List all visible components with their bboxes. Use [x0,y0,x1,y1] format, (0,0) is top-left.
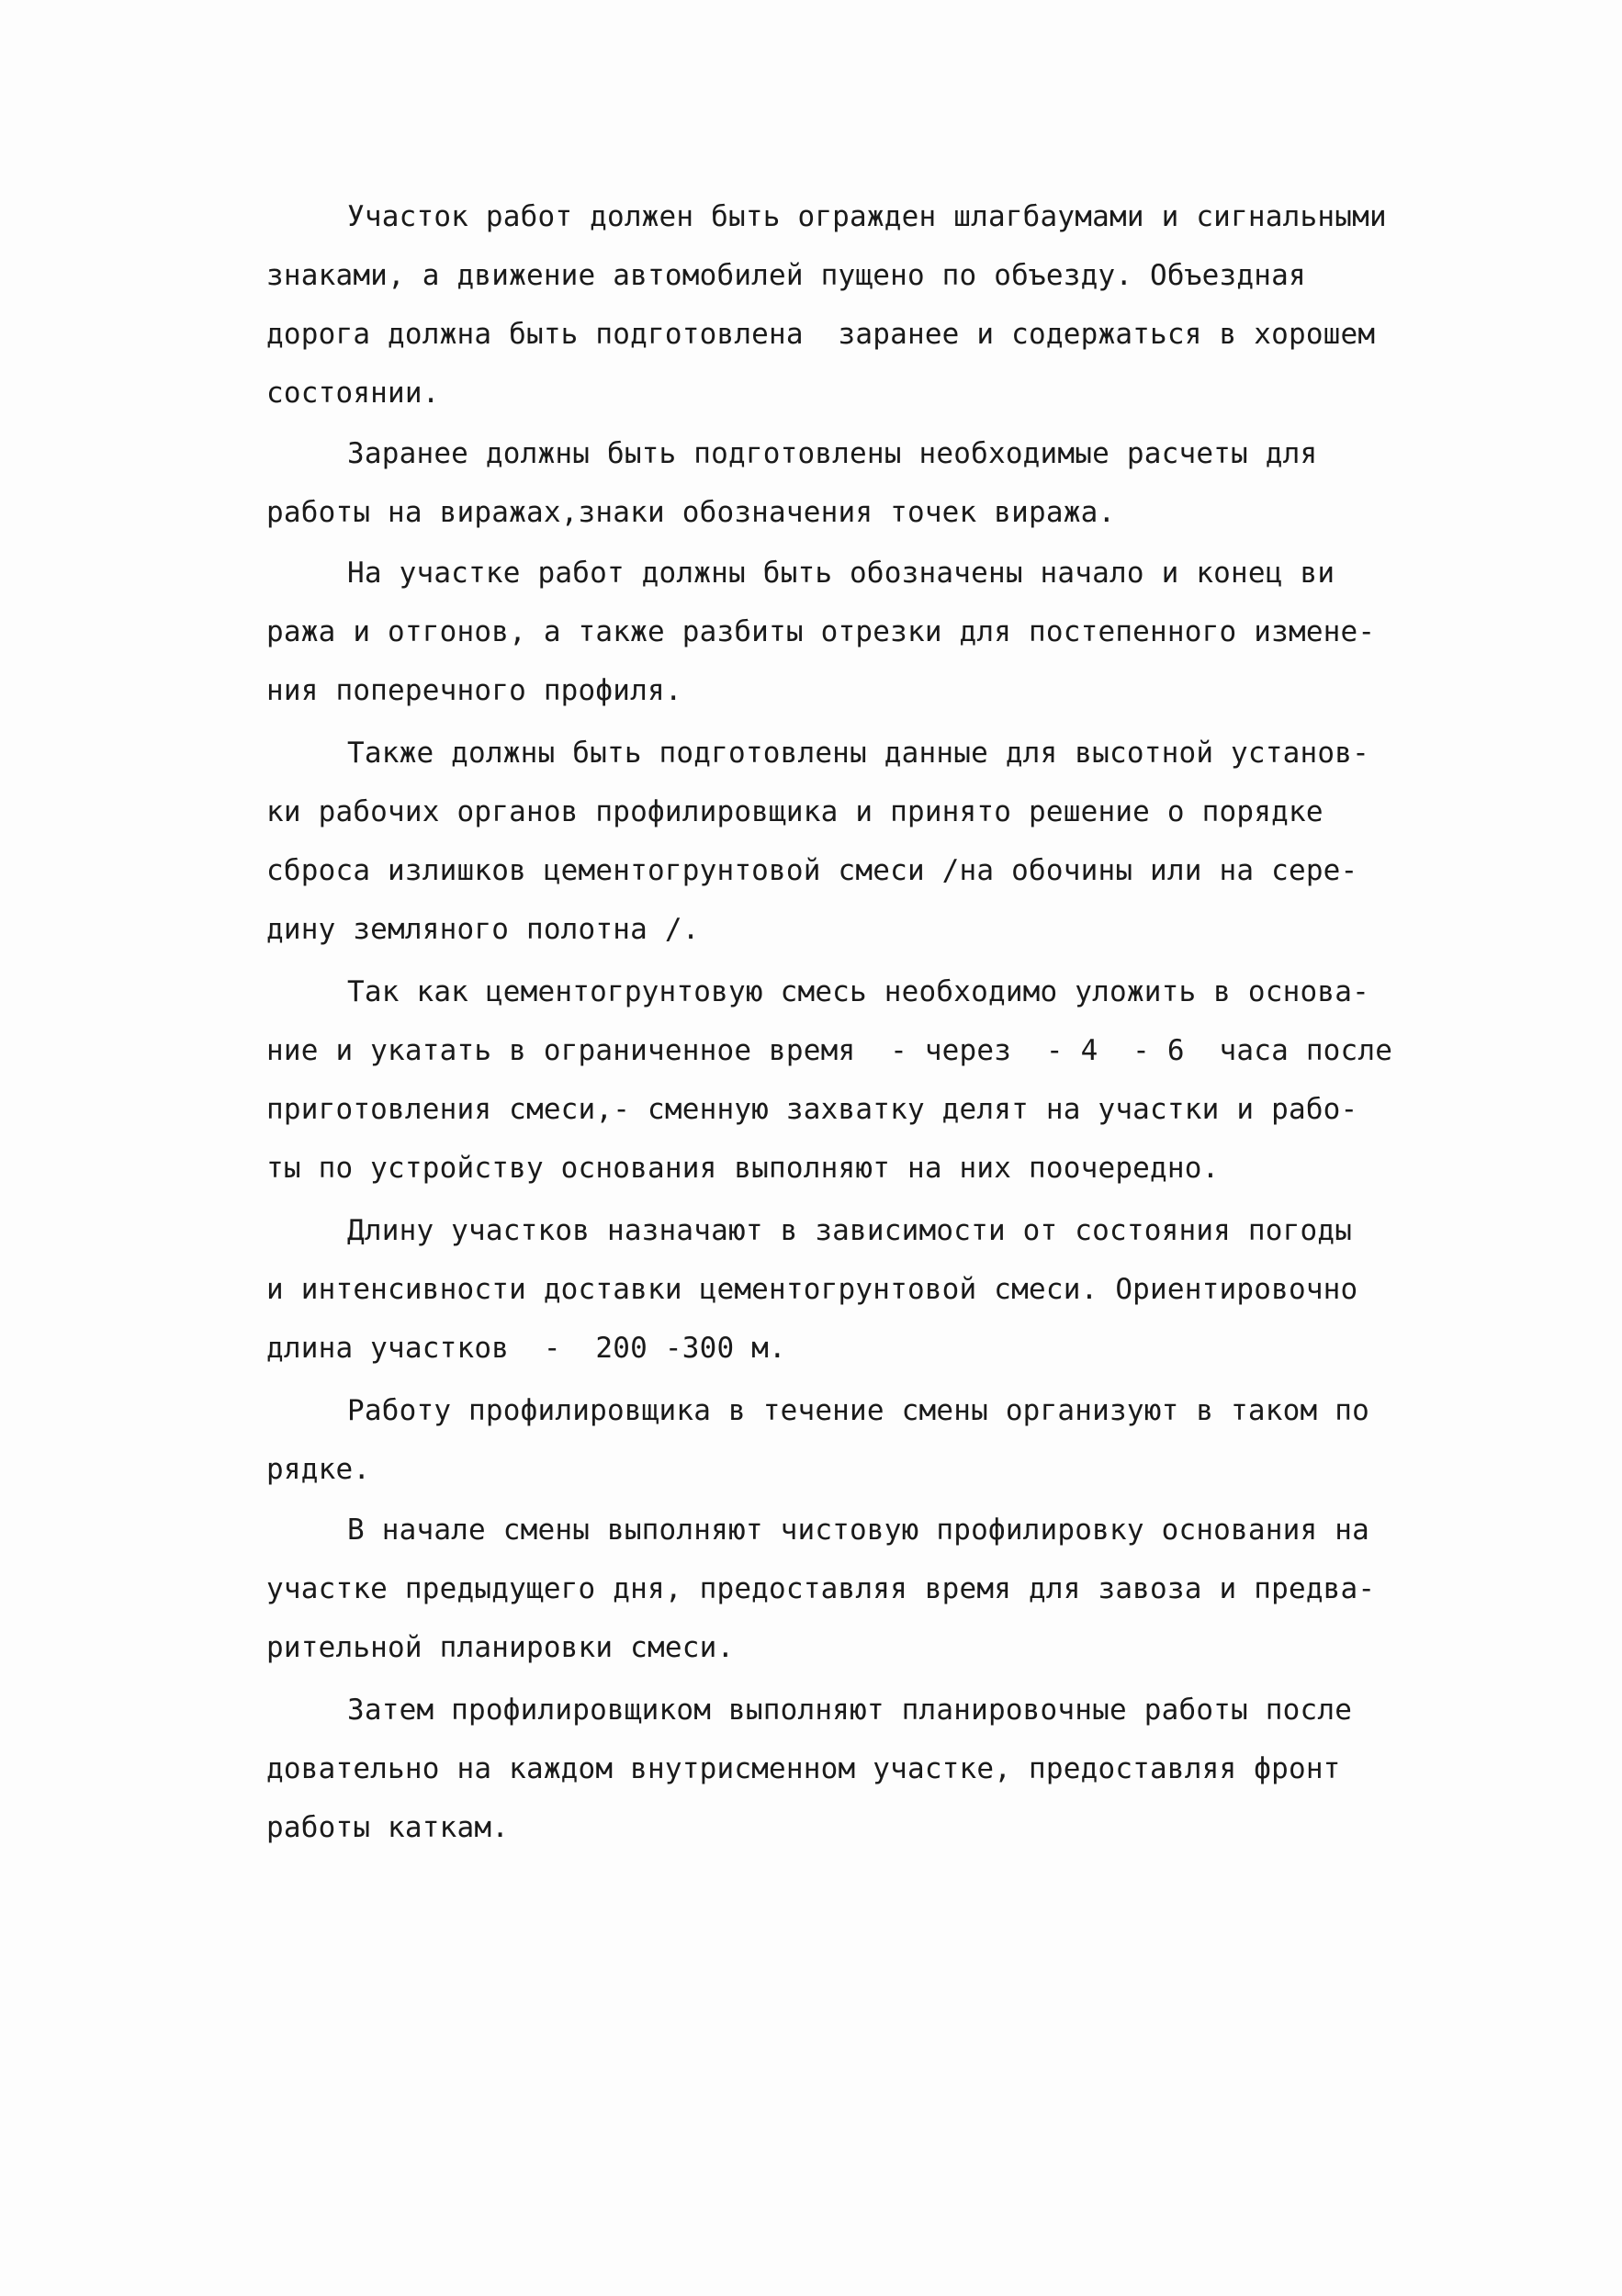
text-line: приготовления смеси,- сменную захватку делят на участки и рабо- [266,1093,1358,1126]
text-line: Участок работ должен быть огражден шлагбаумами и сигнальными [347,200,1387,233]
text-line: Заранее должны быть подготовлены необходимые расчеты для [347,437,1318,470]
paragraph-4 [266,724,1442,959]
text-line: участке предыдущего дня, предоставляя время для завоза и предва- [266,1572,1376,1605]
text-line: рительной планировки смеси. [266,1631,735,1664]
text-line: сброса излишков цементогрунтовой смеси /на обочины или на сере- [266,854,1358,887]
paragraph-2 [266,424,1442,542]
text-line: знаками, а движение автомобилей пущено по объезду. Объездная [266,259,1306,292]
text-line: состоянии. [266,377,440,410]
paragraph-8 [266,1501,1442,1677]
text-line: и интенсивности доставки цементогрунтовой смеси. Ориентировочно [266,1273,1358,1306]
paragraph-9 [266,1681,1442,1857]
text-line: довательно на каждом внутрисменном участке, предоставляя фронт [266,1752,1341,1785]
paragraph-7 [266,1381,1442,1499]
text-line: Работу профилировщика в течение смены организуют в таком по [347,1394,1369,1427]
text-line: дорога должна быть подготовлена заранее и содержаться в хорошем [266,318,1376,351]
text-line: работы на виражах,знаки обозначения точек виража. [266,496,1116,529]
text-line: дину земляного полотна /. [266,913,700,946]
text-line: Также должны быть подготовлены данные для высотной установ- [347,737,1369,770]
text-line: В начале смены выполняют чистовую профилировку основания на [347,1514,1369,1547]
paragraph-5 [266,962,1442,1198]
text-line: На участке работ должны быть обозначены начало и конец ви [347,557,1335,590]
text-line: ты по устройству основания выполняют на них поочередно. [266,1152,1220,1185]
text-line: ража и отгонов, а также разбиты отрезки для постепенного измене- [266,615,1376,648]
paragraph-6 [266,1201,1442,1378]
text-line: длина участков - 200 -300 м. [266,1332,786,1365]
text-line: ния поперечного профиля. [266,674,682,707]
text-line: Так как цементогрунтовую смесь необходимо уложить в основа- [347,975,1369,1008]
text-line: ние и укатать в ограниченное время - через - 4 - 6 часа после [266,1034,1393,1067]
text-line: работы каткам. [266,1811,510,1844]
paragraph-1 [266,187,1442,422]
paragraph-3 [266,544,1442,720]
text-line: ки рабочих органов профилировщика и принято решение о порядке [266,795,1324,828]
text-line: Затем профилировщиком выполняют планировочные работы после [347,1694,1353,1727]
text-line: рядке. [266,1453,371,1486]
text-line: Длину участков назначают в зависимости от состояния погоды [347,1214,1353,1247]
